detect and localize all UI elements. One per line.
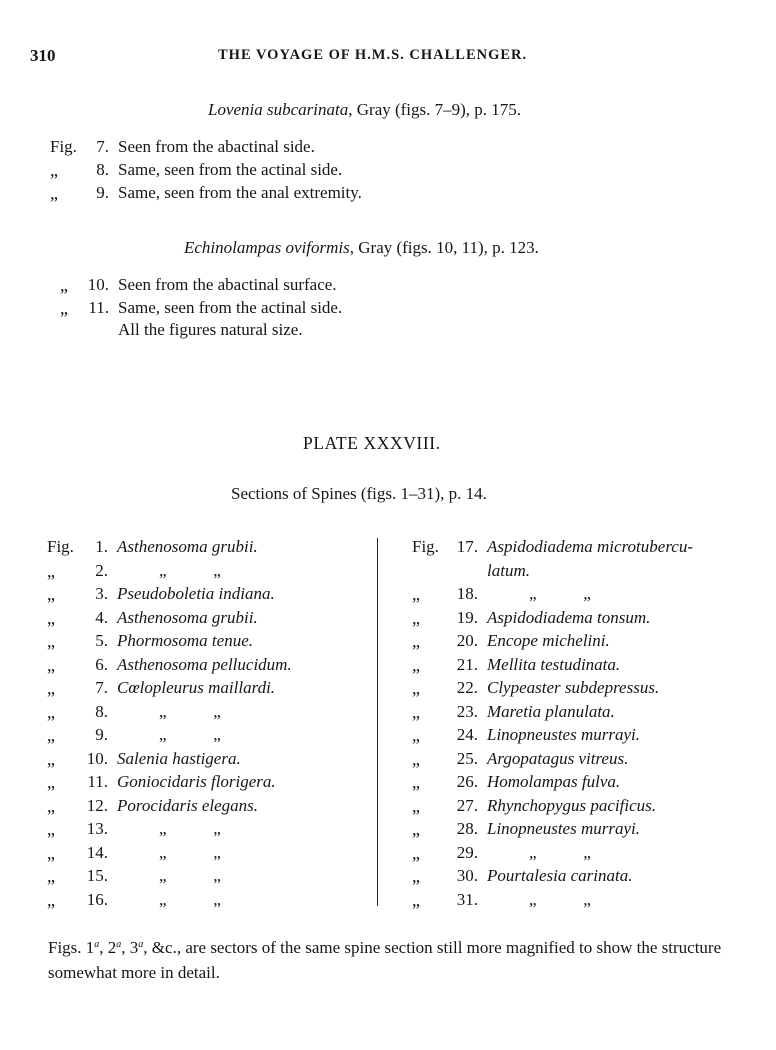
- fig-label: „: [47, 584, 55, 604]
- fig-label: „: [412, 866, 420, 886]
- fig-number: 31.: [456, 889, 478, 909]
- fig-number: 28.: [456, 819, 478, 838]
- fig-number: 8.: [95, 701, 108, 721]
- fig-number: 30.: [456, 866, 478, 885]
- fig-description: „ „: [159, 701, 221, 721]
- fig-description: Encope michelini.: [487, 631, 610, 650]
- fig-description: „ „: [529, 584, 591, 603]
- fig-number: 11.: [88, 298, 109, 317]
- fig-number: 21.: [456, 654, 478, 674]
- fig-number: 9.: [95, 725, 108, 744]
- page-number: 310: [30, 46, 56, 65]
- fig-number: 15.: [86, 866, 108, 885]
- species-citation: , Gray (figs. 7–9), p. 175.: [348, 100, 522, 119]
- fig-label: Fig.: [47, 537, 74, 556]
- fig-description: Salenia hastigera.: [117, 748, 241, 768]
- fig-number: 2.: [95, 560, 108, 580]
- fig-description: Porocidaris elegans.: [117, 795, 259, 815]
- fig-label: „: [50, 160, 58, 180]
- fig-label: „: [47, 678, 55, 698]
- fig-label: Fig.: [412, 537, 439, 556]
- fig-label: „: [412, 725, 420, 745]
- fig-label: „: [47, 889, 55, 910]
- fig-number: 18.: [456, 584, 478, 603]
- fig-label: „: [47, 654, 55, 675]
- fig-description: „ „: [529, 889, 591, 909]
- footnote-text: , 3: [121, 938, 139, 957]
- fig-label: „: [412, 795, 420, 816]
- species-name: Echinolampas oviformis: [184, 238, 350, 257]
- fig-label: „: [47, 819, 55, 839]
- fig-description: Same, seen from the actinal side.: [118, 298, 343, 317]
- fig-label: „: [412, 889, 420, 910]
- species-heading-echinolampas: [184, 238, 539, 258]
- fig-number: 12.: [86, 795, 108, 815]
- fig-number: 3.: [95, 584, 108, 603]
- superscript: a: [138, 939, 144, 950]
- fig-number: 7.: [95, 678, 108, 697]
- fig-description: Argopatagus vitreus.: [487, 748, 629, 768]
- fig-description: Asthenosoma pellucidum.: [117, 654, 292, 674]
- fig-number: 14.: [86, 842, 108, 862]
- fig-label: „: [47, 725, 55, 745]
- fig-description: Mellita testudinata.: [487, 654, 621, 674]
- fig-number: 17.: [456, 537, 478, 556]
- fig-description: „ „: [159, 889, 221, 909]
- fig-label: „: [47, 631, 55, 651]
- footnote-text: Figs. 1: [48, 938, 95, 957]
- fig-label: „: [412, 701, 420, 722]
- species-name: Lovenia subcarinata: [208, 100, 349, 119]
- fig-number: 13.: [86, 819, 108, 838]
- fig-description: Linopneustes murrayi.: [487, 725, 640, 744]
- fig-label: „: [47, 748, 55, 769]
- fig-number: 4.: [95, 607, 108, 627]
- fig-number: 1.: [95, 537, 108, 556]
- superscript: a: [94, 939, 100, 950]
- fig-label: „: [50, 183, 58, 203]
- fig-number: 27.: [456, 795, 478, 815]
- fig-description: „ „: [159, 819, 221, 838]
- species-heading-lovenia: [208, 100, 521, 120]
- fig-number: 5.: [95, 631, 108, 650]
- fig-number: 25.: [456, 748, 478, 768]
- fig-number: 11.: [87, 772, 108, 791]
- fig-description: Asthenosoma grubii.: [117, 537, 258, 556]
- fig-description: Same, seen from the anal extremity.: [118, 183, 362, 202]
- fig-number: 19.: [456, 607, 478, 627]
- fig-label: „: [47, 795, 55, 816]
- fig-label: „: [47, 607, 55, 628]
- footnote: [48, 932, 738, 985]
- fig-number: 6.: [95, 654, 108, 674]
- fig-description: „ „: [159, 866, 221, 885]
- column-divider: [377, 538, 378, 906]
- fig-description: „ „: [529, 842, 591, 862]
- fig-description: Pourtalesia carinata.: [487, 866, 633, 885]
- fig-label: „: [412, 584, 420, 604]
- fig-number: 16.: [86, 889, 108, 909]
- fig-description: Asthenosoma grubii.: [117, 607, 258, 627]
- fig-number: 22.: [456, 678, 478, 697]
- fig-number: 10.: [86, 748, 108, 768]
- fig-label: „: [412, 607, 420, 628]
- fig-label: „: [412, 842, 420, 863]
- superscript: a: [116, 939, 122, 950]
- fig-description: Homolampas fulva.: [487, 772, 621, 791]
- fig-description: „ „: [159, 560, 221, 580]
- fig-description: Rhynchopygus pacificus.: [487, 795, 657, 815]
- fig-label: „: [412, 678, 420, 698]
- fig-number: 8.: [96, 160, 109, 179]
- fig-number: 26.: [456, 772, 478, 791]
- fig-label: „: [60, 275, 68, 295]
- fig-description: Same, seen from the actinal side.: [118, 160, 343, 179]
- fig-description: Goniocidaris florigera.: [117, 772, 276, 791]
- plate-title: PLATE XXXVIII.: [303, 433, 441, 453]
- fig-label: „: [47, 701, 55, 722]
- fig-number: 9.: [96, 183, 109, 202]
- fig-label: „: [412, 748, 420, 769]
- footnote-text: , &c., are sectors of the same spine section still more magnified to show the structure somewhat more in detail.: [48, 938, 722, 982]
- fig-description: Maretia planulata.: [487, 701, 615, 721]
- fig-number: 20.: [456, 631, 478, 650]
- size-note: All the figures natural size.: [118, 320, 303, 339]
- footnote-text: , 2: [99, 938, 117, 957]
- fig-description: „ „: [159, 842, 221, 862]
- fig-label: „: [47, 866, 55, 886]
- fig-description: Phormosoma tenue.: [117, 631, 253, 650]
- fig-number: 24.: [456, 725, 478, 744]
- fig-number: 7.: [96, 137, 109, 156]
- fig-number: 29.: [456, 842, 478, 862]
- fig-description: „ „: [159, 725, 221, 744]
- species-citation: , Gray (figs. 10, 11), p. 123.: [349, 238, 539, 257]
- fig-description: Pseudoboletia indiana.: [117, 584, 275, 603]
- fig-label: „: [412, 819, 420, 839]
- fig-label: „: [412, 631, 420, 651]
- fig-number: 23.: [456, 701, 478, 721]
- plate-subtitle: Sections of Spines (figs. 1–31), p. 14.: [231, 484, 487, 503]
- fig-label: „: [47, 560, 55, 581]
- fig-description: Aspidodiadema tonsum.: [487, 607, 651, 627]
- fig-label: „: [60, 298, 68, 318]
- fig-label: „: [47, 842, 55, 863]
- fig-description: Aspidodiadema microtubercu-: [487, 537, 694, 556]
- fig-number: 10.: [87, 275, 109, 294]
- fig-description: Clypeaster subdepressus.: [487, 678, 660, 697]
- fig-description: latum.: [487, 560, 530, 580]
- fig-label: „: [412, 772, 420, 792]
- fig-label: „: [412, 654, 420, 675]
- fig-description: Cœlopleurus maillardi.: [117, 678, 276, 697]
- fig-label: Fig.: [50, 137, 77, 156]
- fig-description: Seen from the abactinal surface.: [118, 275, 337, 294]
- running-head: THE VOYAGE OF H.M.S. CHALLENGER.: [218, 47, 528, 63]
- fig-description: Linopneustes murrayi.: [487, 819, 640, 838]
- fig-description: Seen from the abactinal side.: [118, 137, 315, 156]
- fig-label: „: [47, 772, 55, 792]
